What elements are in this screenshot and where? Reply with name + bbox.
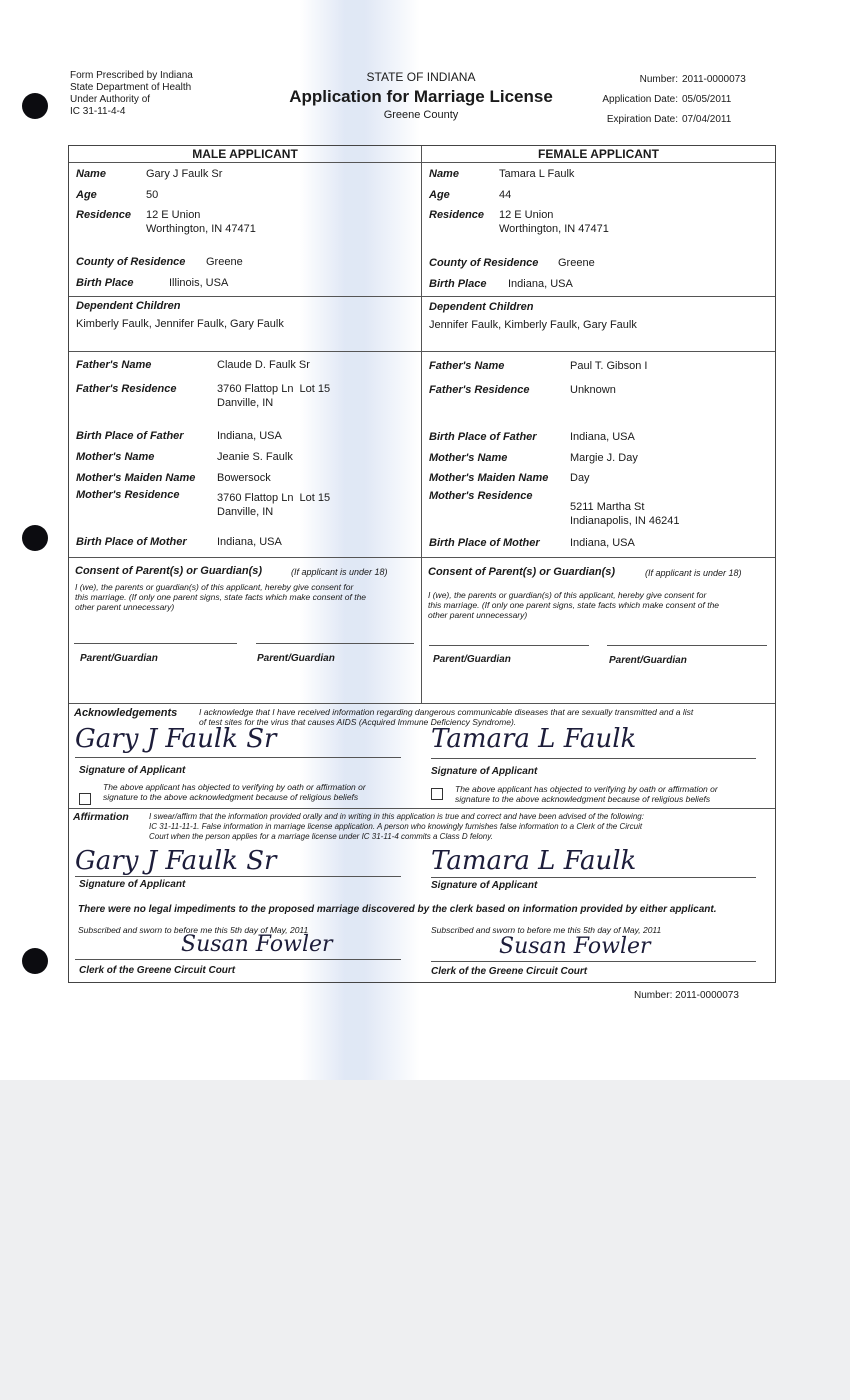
- male-father-residence: 3760 Flattop Ln Lot 15 Danville, IN: [217, 383, 331, 409]
- male-mother-residence: 3760 Flattop Ln Lot 15 Danville, IN: [217, 492, 331, 518]
- female-county: Greene: [558, 257, 595, 269]
- ack-line: I acknowledge that I have received information regarding dangerous communicable diseases that are sexually transmitted and a list: [199, 707, 694, 717]
- acknowledgements-title: Acknowledgements: [74, 707, 178, 719]
- male-dependents: Kimberly Faulk, Jennifer Faulk, Gary Faulk: [76, 318, 284, 330]
- female-consent-title: Consent of Parent(s) or Guardian(s): [428, 566, 616, 578]
- form-title: Application for Marriage License: [289, 87, 553, 106]
- female-affirm-sig-line: [431, 877, 756, 878]
- male-residence: 12 E Union Worthington, IN 47471: [146, 209, 256, 235]
- male-mother-maiden: Bowersock: [217, 472, 271, 484]
- male-section-title: MALE APPLICANT: [192, 147, 298, 161]
- female-parent-guardian-label: Parent/Guardian: [433, 654, 511, 665]
- male-mother-maiden-label: Mother's Maiden Name: [76, 472, 196, 484]
- column-divider: [421, 146, 422, 704]
- state-title: STATE OF INDIANA: [366, 70, 476, 84]
- male-father-birth: Indiana, USA: [217, 430, 282, 442]
- female-affirm-signature-label: Signature of Applicant: [431, 880, 538, 891]
- male-mother-name: Jeanie S. Faulk: [217, 451, 293, 463]
- female-age-label: Age: [429, 189, 450, 201]
- county-title: Greene County: [383, 109, 459, 121]
- male-name: Gary J Faulk Sr: [146, 168, 223, 180]
- male-affirm-signature-label: Signature of Applicant: [79, 879, 186, 890]
- female-sig-line: [431, 758, 756, 759]
- male-mother-name-label: Mother's Name: [76, 451, 155, 463]
- prescribed-block: [70, 70, 193, 118]
- female-clerk-signature: Susan Fowler: [499, 934, 651, 959]
- male-father-name: Claude D. Faulk Sr: [217, 359, 310, 371]
- female-affirmation-signature: Tamara L Faulk: [431, 846, 637, 876]
- consent-line: this marriage. (If only one parent signs, state facts which make consent of the: [75, 592, 367, 602]
- ack-line: of test sites for the virus that causes AIDS (Acquired Immune Deficiency Syndrome).: [199, 717, 517, 727]
- objection-line: The above applicant has objected to verifying by oath or affirmation or: [103, 782, 366, 792]
- male-parent-sig-line: [74, 643, 237, 644]
- male-objection-text: [103, 782, 366, 802]
- female-parent-sig-line: [429, 645, 589, 646]
- female-father-name: Paul T. Gibson I: [570, 360, 648, 372]
- female-subscribed-text: Subscribed and sworn to before me this 5th day of May, 2011: [431, 925, 662, 935]
- male-name-label: Name: [76, 168, 106, 180]
- female-father-birth-label: Birth Place of Father: [429, 431, 537, 443]
- male-clerk-signature: Susan Fowler: [181, 932, 333, 957]
- female-mother-name-label: Mother's Name: [429, 452, 508, 464]
- consent-line: other parent unnecessary): [75, 602, 175, 612]
- female-dependents-label: Dependent Children: [429, 301, 534, 313]
- female-birth-place-label: Birth Place: [429, 278, 487, 290]
- application-form: [68, 145, 776, 983]
- male-father-name-label: Father's Name: [76, 359, 152, 371]
- female-consent-text: [428, 590, 719, 620]
- female-father-res-label: Father's Residence: [429, 384, 530, 396]
- license-number: 2011-0000073: [682, 74, 746, 85]
- divider: [69, 808, 775, 809]
- number-label: Number:: [639, 74, 678, 85]
- female-consent-note: (If applicant is under 18): [645, 568, 742, 578]
- female-county-label: County of Residence: [429, 257, 539, 269]
- male-parent-guardian-label: Parent/Guardian: [80, 653, 158, 664]
- header-title-block: [270, 70, 572, 121]
- male-father-res-label: Father's Residence: [76, 383, 177, 395]
- consent-line: I (we), the parents or guardian(s) of this applicant, hereby give consent for: [75, 582, 354, 592]
- affirmation-text: [149, 812, 644, 842]
- male-residence-label: Residence: [76, 209, 132, 221]
- male-mother-birth: Indiana, USA: [217, 536, 282, 548]
- objection-line: signature to the above acknowledgment because of religious beliefs: [103, 792, 359, 802]
- female-mother-name: Margie J. Day: [570, 452, 638, 464]
- punch-hole: [22, 948, 48, 974]
- objection-line: The above applicant has objected to verifying by oath or affirmation or: [455, 784, 718, 794]
- male-parent-sig-line: [256, 643, 414, 644]
- female-mother-birth-label: Birth Place of Mother: [429, 537, 540, 549]
- female-age: 44: [499, 189, 512, 201]
- male-consent-title: Consent of Parent(s) or Guardian(s): [75, 565, 263, 577]
- male-clerk-label: Clerk of the Greene Circuit Court: [79, 965, 236, 976]
- objection-line: signature to the above acknowledgment because of religious beliefs: [455, 794, 711, 804]
- prescribed-line: Under Authority of: [70, 94, 151, 105]
- female-dependents: Jennifer Faulk, Kimberly Faulk, Gary Faulk: [429, 319, 637, 331]
- male-affirmation-signature: Gary J Faulk Sr: [75, 846, 277, 876]
- prescribed-line: IC 31-11-4-4: [70, 106, 126, 117]
- affirmation-line: IC 31-11-11-1. False information in marriage license application. A person who knowingly furnishes false information to a Clerk of the Circuit: [149, 822, 643, 831]
- prescribed-line: State Department of Health: [70, 82, 192, 93]
- male-subscribed-text: Subscribed and sworn to before me this 5th day of May, 2011: [78, 925, 309, 935]
- header-meta: [600, 70, 746, 130]
- consent-line: I (we), the parents or guardian(s) of this applicant, hereby give consent for: [428, 590, 707, 600]
- female-signature-label: Signature of Applicant: [431, 766, 538, 777]
- female-section-title: FEMALE APPLICANT: [538, 147, 659, 161]
- divider: [69, 703, 775, 704]
- female-mother-maiden-label: Mother's Maiden Name: [429, 472, 549, 484]
- male-mother-res-label: Mother's Residence: [76, 489, 180, 501]
- consent-line: this marriage. (If only one parent signs, state facts which make consent of the: [428, 600, 720, 610]
- application-date: 05/05/2011: [682, 94, 732, 105]
- female-clerk-label: Clerk of the Greene Circuit Court: [431, 966, 588, 977]
- affirmation-title: Affirmation: [73, 811, 129, 823]
- footer-number: [634, 990, 739, 1001]
- female-mother-res-label: Mother's Residence: [429, 490, 533, 502]
- expiration-date: 07/04/2011: [682, 114, 732, 125]
- consent-line: other parent unnecessary): [428, 610, 528, 620]
- male-consent-text: [75, 582, 366, 612]
- male-birth-place: Illinois, USA: [169, 277, 229, 289]
- female-mother-residence: 5211 Martha St Indianapolis, IN 46241: [570, 501, 680, 527]
- female-applicant-signature: Tamara L Faulk: [431, 724, 637, 754]
- female-mother-maiden: Day: [570, 472, 590, 484]
- male-religious-objection-checkbox[interactable]: [79, 793, 91, 805]
- female-objection-text: [455, 784, 718, 804]
- impediments-statement: There were no legal impediments to the proposed marriage discovered by the clerk based on information provided by either applicant.: [78, 904, 717, 915]
- female-name: Tamara L Faulk: [499, 168, 575, 180]
- divider: [69, 557, 775, 558]
- male-birth-place-label: Birth Place: [76, 277, 134, 289]
- female-name-label: Name: [429, 168, 459, 180]
- male-parent-guardian-label: Parent/Guardian: [257, 653, 335, 664]
- divider: [69, 296, 775, 297]
- divider: [69, 351, 775, 352]
- male-county: Greene: [206, 256, 243, 268]
- female-residence-label: Residence: [429, 209, 485, 221]
- male-county-label: County of Residence: [76, 256, 186, 268]
- female-parent-guardian-label: Parent/Guardian: [609, 655, 687, 666]
- punch-hole: [22, 93, 48, 119]
- male-age-label: Age: [76, 189, 97, 201]
- female-parent-sig-line: [607, 645, 767, 646]
- female-religious-objection-checkbox[interactable]: [431, 788, 443, 800]
- affirmation-line: I swear/affirm that the information provided orally and in writing in this application is true and correct and have been advised of the following:: [149, 812, 644, 821]
- male-sig-line: [75, 757, 401, 758]
- affirmation-line: Court when the person applies for a marriage license under IC 31-11-4 commits a Class D felony.: [149, 832, 493, 841]
- footer-number-value: 2011-0000073: [675, 990, 739, 1001]
- male-dependents-label: Dependent Children: [76, 300, 181, 312]
- male-mother-birth-label: Birth Place of Mother: [76, 536, 187, 548]
- male-age: 50: [146, 189, 159, 201]
- female-father-name-label: Father's Name: [429, 360, 505, 372]
- prescribed-line: Form Prescribed by Indiana: [70, 70, 193, 81]
- male-affirm-sig-line: [75, 876, 401, 877]
- female-birth-place: Indiana, USA: [508, 278, 573, 290]
- male-clerk-line: [75, 959, 401, 960]
- male-applicant-signature: Gary J Faulk Sr: [75, 724, 277, 754]
- footer-number-label: Number:: [634, 990, 673, 1001]
- female-clerk-line: [431, 961, 756, 962]
- male-consent-note: (If applicant is under 18): [291, 567, 388, 577]
- female-residence: 12 E Union Worthington, IN 47471: [499, 209, 609, 235]
- female-mother-birth: Indiana, USA: [570, 537, 635, 549]
- exp-date-label: Expiration Date:: [606, 114, 678, 125]
- divider: [69, 162, 775, 163]
- female-father-residence: Unknown: [570, 384, 616, 396]
- app-date-label: Application Date:: [602, 94, 678, 105]
- male-father-birth-label: Birth Place of Father: [76, 430, 184, 442]
- male-signature-label: Signature of Applicant: [79, 765, 186, 776]
- female-father-birth: Indiana, USA: [570, 431, 635, 443]
- punch-hole: [22, 525, 48, 551]
